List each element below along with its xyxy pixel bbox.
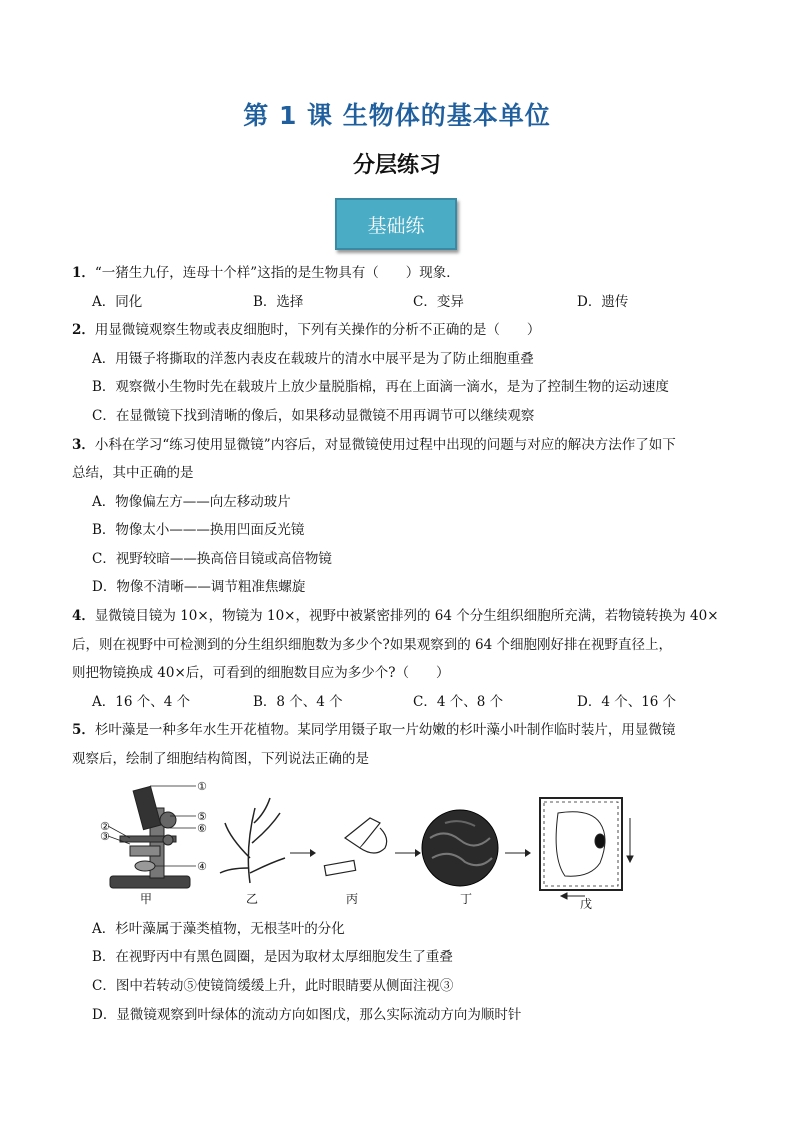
question-3-option-a: A．物像偏左方——向左移动玻片 — [92, 494, 291, 510]
question-3-option-b: B．物像太小———换用凹面反光镜 — [92, 522, 305, 538]
question-4-option-c: C．4 个、8 个 — [413, 694, 504, 710]
question-3-stem-cont: 总结，其中正确的是 — [72, 465, 194, 481]
question-text: 显微镜目镜为 10×，物镜为 10×，视野中被紧密排列的 64 个分生组织细胞所充满，若物镜转换为 40× — [94, 608, 719, 624]
page-subtitle: 分层练习 — [352, 153, 441, 178]
question-4-stem-cont: 则把物镜换成 40×后，可看到的细胞数目应为多少个?（ ） — [72, 665, 450, 681]
question-3-stem — [72, 436, 676, 454]
marker-6: ⑥ — [197, 822, 207, 835]
microscope-illustration — [110, 786, 190, 888]
question-text: “一猪生九仔，连母十个样”这指的是生物具有（ ）现象． — [94, 265, 460, 281]
question-2-option-a: A．用镊子将撕取的洋葱内表皮在载玻片的清水中展平是为了防止细胞重叠 — [92, 351, 534, 367]
question-text: 杉叶藻是一种多年水生开花植物。某同学用镊子取一片幼嫩的杉叶藻小叶制作临时装片，用显微镜 — [94, 722, 676, 738]
question-4-option-a: A．16 个、4 个 — [92, 694, 191, 710]
figure-label-bing: 丙 — [346, 892, 359, 906]
figure-drawing — [100, 778, 660, 908]
marker-1: ① — [197, 780, 207, 793]
microscope-figure — [100, 778, 660, 911]
question-3-option-d: D．物像不清晰——调节粗准焦螺旋 — [92, 579, 306, 595]
question-number: 1． — [72, 265, 95, 281]
page-title: 第 1 课 生物体的基本单位 — [243, 101, 551, 130]
question-text: 用显微镜观察生物或表皮细胞时，下列有关操作的分析不正确的是（ ） — [94, 322, 541, 338]
question-4-stem-cont: 后，则在视野中可检测到的分生组织细胞数为多少个?如果观察到的 64 个细胞刚好排在视野直径上， — [72, 637, 672, 653]
marker-2: ② — [100, 820, 110, 833]
question-4-option-d: D．4 个、16 个 — [577, 694, 677, 710]
question-5-stem-cont: 观察后，绘制了细胞结构简图，下列说法正确的是 — [72, 751, 369, 767]
figure-label-jia: 甲 — [140, 892, 153, 906]
question-5-option-d: D．显微镜观察到叶绿体的流动方向如图戊，那么实际流动方向为顺时针 — [92, 1007, 522, 1023]
question-5-stem — [72, 721, 675, 739]
question-number: 4． — [72, 608, 95, 624]
question-1-option-c: C．变异 — [413, 294, 464, 310]
plant-cell-illustration — [540, 798, 633, 899]
question-number: 2． — [72, 322, 95, 338]
marker-4: ④ — [197, 860, 207, 873]
question-1-option-d: D．遗传 — [577, 294, 629, 310]
question-4-stem — [72, 607, 719, 625]
marker-3: ③ — [100, 830, 110, 843]
question-text: 小科在学习“练习使用显微镜”内容后，对显微镜使用过程中出现的问题与对应的解决方法作了如下 — [94, 437, 676, 453]
question-number: 3． — [72, 437, 95, 453]
figure-label-ding: 丁 — [460, 892, 473, 906]
question-5-option-c: C．图中若转动⑤使镜筒缓缓上升，此时眼睛要从侧面注视③ — [92, 978, 454, 994]
question-1-stem — [72, 264, 460, 282]
question-2-option-c: C．在显微镜下找到清晰的像后，如果移动显微镜不用再调节可以继续观察 — [92, 408, 535, 424]
microscope-view-illustration — [422, 810, 498, 886]
figure-label-yi: 乙 — [246, 892, 259, 906]
question-5-option-a: A．杉叶藻属于藻类植物，无根茎叶的分化 — [92, 921, 345, 937]
figure-label-wu: 戊 — [580, 897, 593, 911]
question-2-option-b: B．观察微小生物时先在载玻片上放少量脱脂棉，再在上面滴一滴水，是为了控制生物的运动速度 — [92, 379, 669, 395]
question-2-stem — [72, 321, 540, 339]
question-1-option-b: B．选择 — [253, 294, 304, 310]
question-5-option-b: B．在视野丙中有黑色圆圈，是因为取材太厚细胞发生了重叠 — [92, 949, 453, 965]
question-1-option-a: A．同化 — [92, 294, 143, 310]
arrowhead — [415, 849, 421, 857]
arrowhead — [310, 849, 316, 857]
slide-prep-illustration — [324, 818, 386, 876]
section-badge: 基础练 — [335, 198, 457, 250]
question-4-option-b: B．8 个、4 个 — [253, 694, 343, 710]
marker-5: ⑤ — [197, 810, 207, 823]
plant-illustration — [220, 798, 285, 883]
arrowhead — [525, 849, 531, 857]
question-number: 5． — [72, 722, 95, 738]
question-3-option-c: C．视野较暗——换高倍目镜或高倍物镜 — [92, 551, 332, 567]
